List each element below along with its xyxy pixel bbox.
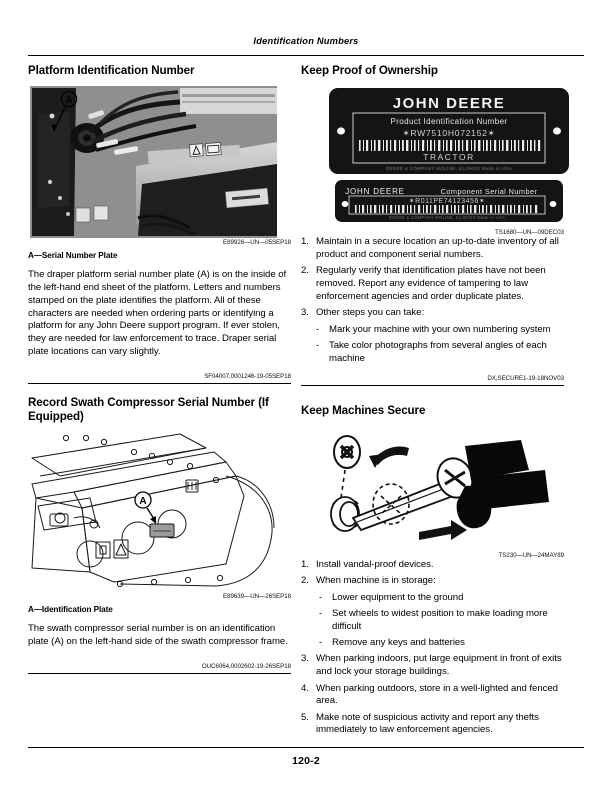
left-column-bottom xyxy=(28,396,291,674)
list-text: Lower equipment to the ground xyxy=(332,592,464,604)
figure-identification-plates xyxy=(301,86,564,236)
section-title-swath-compressor: Record Swath Compressor Serial Number (If Equipped) xyxy=(28,396,269,424)
drawing-key-removal xyxy=(315,426,565,551)
figure-code-plates: TS1680—UN—09DEC03 xyxy=(495,229,564,237)
list-item xyxy=(301,653,564,679)
page-number: 120-2 xyxy=(292,755,320,767)
header-rule xyxy=(28,55,584,56)
dash-marker: - xyxy=(319,608,323,620)
list-item xyxy=(301,712,564,738)
left-column-top xyxy=(28,64,291,384)
list-text: Regularly verify that identification plates have not been removed. Report any evidence of tampering to law enforcement agencies and order duplicate plates. xyxy=(316,265,546,302)
list-number: 3. xyxy=(301,653,309,665)
list-machines-secure xyxy=(301,559,564,737)
list-item xyxy=(301,236,564,262)
figure-code-platform: E89926—UN—05SEP18 xyxy=(223,239,291,247)
right-column-bottom xyxy=(301,404,564,741)
right-column-top xyxy=(301,64,564,386)
list-text: Take color photographs from several angles of each machine xyxy=(329,339,547,364)
list-item xyxy=(301,265,564,303)
sublist-proof-of-ownership xyxy=(313,324,564,365)
svg-text:JOHN DEERE: JOHN DEERE xyxy=(345,187,405,197)
list-item xyxy=(316,608,564,634)
list-number: 4. xyxy=(301,682,309,694)
list-item xyxy=(316,592,564,605)
list-number: 1. xyxy=(301,559,309,571)
svg-text:✶RW7510H072152✶: ✶RW7510H072152✶ xyxy=(402,128,496,139)
list-number: 2. xyxy=(301,265,309,277)
figure-key-removal xyxy=(301,426,564,559)
list-item xyxy=(301,683,564,709)
section-title-platform-id: Platform Identification Number xyxy=(28,64,195,77)
ref-code-platform: SF04007,0001246-19-05SEP18 xyxy=(204,372,291,380)
section-title-machines-secure: Keep Machines Secure xyxy=(301,404,426,417)
body-text-swath-compressor: The swath compressor serial number is on an identification plate (A) on the left-hand side of the swath compressor frame. xyxy=(28,623,288,648)
svg-text:A: A xyxy=(65,95,73,107)
dash-marker: - xyxy=(319,592,323,604)
ref-code-swath: OUC6064,0002602-19-26SEP18 xyxy=(201,662,291,670)
callout-legend-swath: A—Identification Plate xyxy=(28,605,113,615)
list-number: 5. xyxy=(301,711,309,723)
photo-platform xyxy=(30,86,277,238)
list-item xyxy=(316,637,564,650)
svg-text:A: A xyxy=(139,496,147,508)
list-item xyxy=(301,559,564,572)
svg-text:✶R011PE74123456✶: ✶R011PE74123456✶ xyxy=(408,198,486,206)
section-title-proof-of-ownership: Keep Proof of Ownership xyxy=(301,64,438,77)
section-divider-swath xyxy=(28,673,291,674)
sublist-storage xyxy=(316,592,564,649)
figure-code-key: TS230—UN—24MAY89 xyxy=(498,552,564,560)
section-divider-proof xyxy=(301,385,564,386)
list-text: When parking indoors, put large equipment in front of exits and lock your storage buildings. xyxy=(316,653,562,678)
svg-text:DEERE & COMPANY MOLINE, ILL: DEERE & COMPANY MOLINE, ILLINOIS Made in USA xyxy=(385,166,513,172)
list-item xyxy=(313,340,564,366)
list-item xyxy=(301,307,564,320)
figure-platform-serial-plate xyxy=(28,86,291,246)
dash-marker: - xyxy=(319,636,323,648)
body-text-platform-id: The draper platform serial number plate (A) is on the inside of the left-hand end sheet of the platform. Letters and numbers stamped on the plate identifies the platform. All of these characters are needed when ordering parts or identifying a platform for any John Deere support program. If ever stolen, they are needed for law enforcement to trace. Draper serial plate locations can vary slightly. xyxy=(28,269,287,357)
svg-text:JOHN DEERE: JOHN DEERE xyxy=(392,95,506,113)
svg-text:Component Serial Number: Component Serial Number xyxy=(440,187,538,197)
list-text: Maintain in a secure location an up-to-date inventory of all product and component serial numbers. xyxy=(316,236,559,260)
list-text: When machine is in storage: xyxy=(316,575,436,587)
list-text: When parking outdoors, store in a well-lighted and fenced area. xyxy=(316,682,558,707)
svg-text:DEERE & COMPANY MOLINE, ILL: DEERE & COMPANY MOLINE, ILLINOIS Made in USA xyxy=(388,215,506,221)
figure-code-swath: E89639—UN—26SEP18 xyxy=(223,593,291,601)
list-number: 3. xyxy=(301,307,309,319)
list-text: Mark your machine with your own numbering system xyxy=(329,323,551,335)
list-text: Other steps you can take: xyxy=(316,307,425,319)
svg-text:TRACTOR: TRACTOR xyxy=(423,152,475,163)
list-text: Make note of suspicious activity and report any thefts immediately to law enforcement agencies. xyxy=(316,711,539,736)
callout-legend-platform: A—Serial Number Plate xyxy=(28,251,118,261)
figure-swath-compressor xyxy=(28,432,291,600)
list-item xyxy=(301,575,564,649)
list-text: Install vandal-proof devices. xyxy=(316,559,434,571)
drawing-swath-compressor xyxy=(30,432,288,592)
drawing-id-plates xyxy=(327,86,577,228)
ref-code-proof-of-ownership: DX,SECURE1-19-18NOV03 xyxy=(487,375,564,383)
list-number: 1. xyxy=(301,236,309,248)
list-text: Remove any keys and batteries xyxy=(332,636,465,648)
running-header: Identification Numbers xyxy=(253,36,359,46)
dash-marker: - xyxy=(316,323,320,335)
svg-text:Product Identification Numbe: Product Identification Number xyxy=(390,117,508,127)
list-number: 2. xyxy=(301,575,309,587)
section-divider-platform xyxy=(28,383,291,384)
footer-rule xyxy=(28,747,584,748)
dash-marker: - xyxy=(316,339,320,351)
list-proof-of-ownership xyxy=(301,236,564,320)
list-text: Set wheels to widest position to make loading more difficult xyxy=(332,608,548,632)
list-item xyxy=(313,324,564,337)
